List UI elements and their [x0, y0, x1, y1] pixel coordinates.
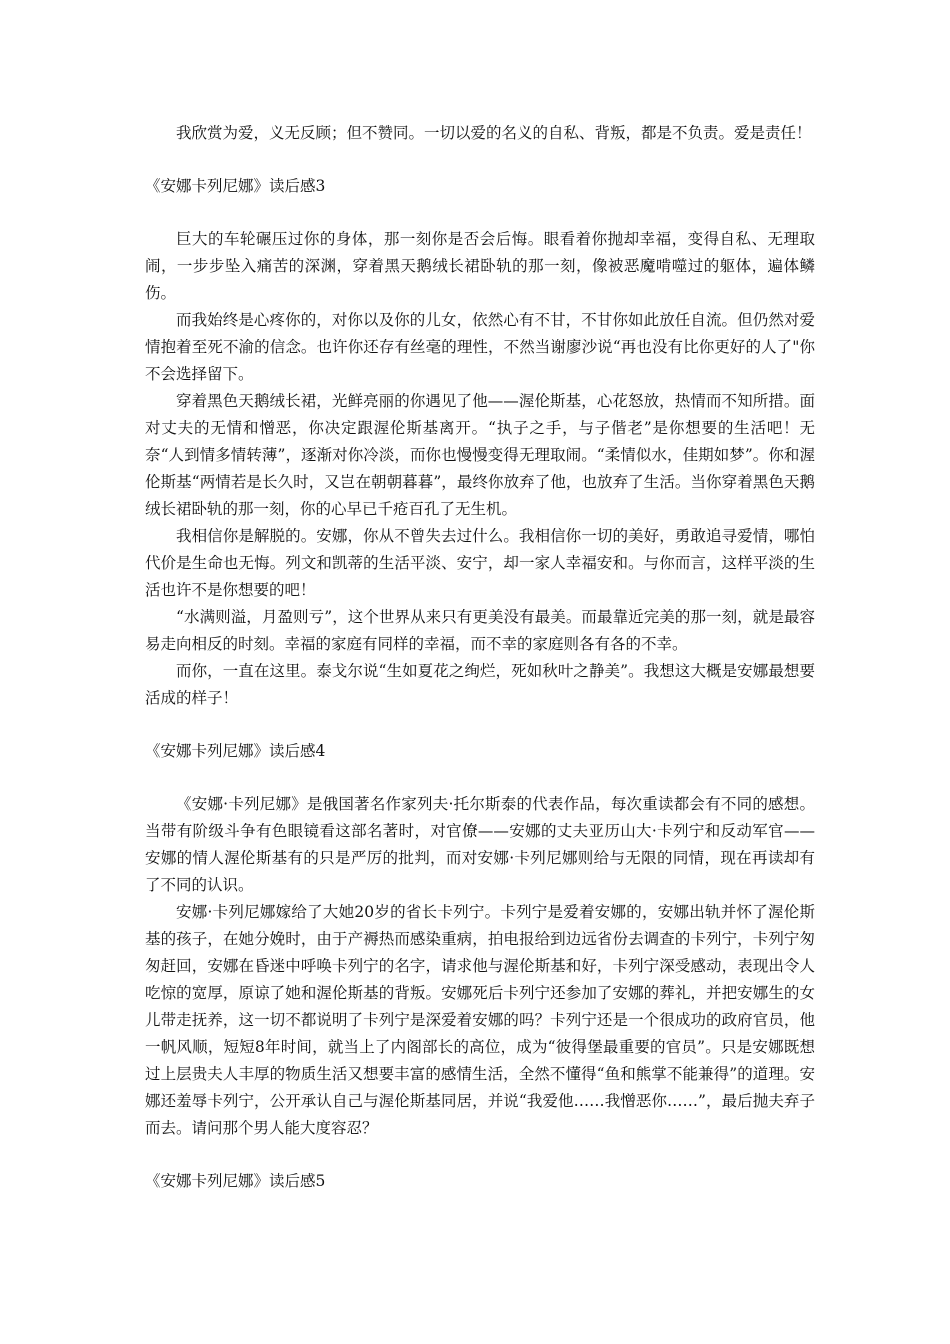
paragraph: 而我始终是心疼你的，对你以及你的儿女，依然心有不甘，不甘你如此放任自流。但仍然对爱情抱着至死不渝的信念。也许你还存有丝毫的理性，不然当谢廖沙说“再也没有比你更好的人了"你不会选择留下。: [145, 311, 815, 383]
section-heading: 《安娜卡列尼娜》读后感4: [145, 742, 326, 760]
paragraph: 安娜·卡列尼娜嫁给了大她20岁的省长卡列宁。卡列宁是爱着安娜的，安娜出轨并怀了渥伦斯基的孩子，在她分娩时，由于产褥热而感染重病，拍电报给到边远省份去调查的卡列宁，卡列宁匆匆赶回，安娜在昏迷中呼唤卡列宁的名字，请求他与渥伦斯基和好，卡列宁深受感动，表现出令人吃惊的宽厚，原谅了她和渥伦斯基的背叛。安娜死后卡列宁还参加了安娜的葬礼，并把安娜生的女儿带走抚养，这一切不都说明了卡列宁是深爱着安娜的吗？卡列宁还是一个很成功的政府官员，他一帆风顺，短短8年时间，就当上了内阁部长的高位，成为“彼得堡最重要的官员”。只是安娜既想过上层贵夫人丰厚的物质生活又想要丰富的感情生活，全然不懂得“鱼和熊掌不能兼得”的道理。安娜还羞辱卡列宁，公开承认自己与渥伦斯基同居，并说“我爱他……我憎恶你……”，最后抛夫弃子而去。请问那个男人能大度容忍？: [145, 903, 815, 1137]
section-heading: 《安娜卡列尼娜》读后感5: [145, 1172, 326, 1190]
paragraph: 穿着黑色天鹅绒长裙，光鲜亮丽的你遇见了他——渥伦斯基，心花怒放，热情而不知所措。面对丈夫的无情和憎恶，你决定跟渥伦斯基离开。“执子之手，与子偕老”是你想要的生活吧！无奈“人到情多情转薄”，逐渐对你冷淡，而你也慢慢变得无理取闹。“柔情似水，佳期如梦”。你和渥伦斯基“两情若是长久时，又岂在朝朝暮暮”，最终你放弃了他，也放弃了生活。当你穿着黑色天鹅绒长裙卧轨的那一刻，你的心早已千疮百孔了无生机。: [145, 392, 815, 518]
section-heading: 《安娜卡列尼娜》读后感3: [145, 177, 326, 195]
document-page: [145, 120, 815, 1195]
paragraph: 《安娜·卡列尼娜》是俄国著名作家列夫·托尔斯泰的代表作品，每次重读都会有不同的感想。当带有阶级斗争有色眼镜看这部名著时，对官僚——安娜的丈夫亚历山大·卡列宁和反动军官——安娜的情人渥伦斯基有的只是严厉的批判，而对安娜·卡列尼娜则给与无限的同情，现在再读却有了不同的认识。: [145, 795, 815, 894]
paragraph: 我相信你是解脱的。安娜，你从不曾失去过什么。我相信你一切的美好，勇敢追寻爱情，哪怕代价是生命也无悔。列文和凯蒂的生活平淡、安宁，却一家人幸福安和。与你而言，这样平淡的生活也许不是你想要的吧！: [145, 527, 815, 599]
paragraph: 我欣赏为爱，义无反顾；但不赞同。一切以爱的名义的自私、背叛，都是不负责。爱是责任！: [176, 124, 812, 142]
paragraph: 巨大的车轮碾压过你的身体，那一刻你是否会后悔。眼看着你抛却幸福，变得自私、无理取闹，一步步坠入痛苦的深渊，穿着黑天鹅绒长裙卧轨的那一刻，像被恶魔啃噬过的躯体，遍体鳞伤。: [145, 230, 815, 302]
paragraph: “水满则溢，月盈则亏”，这个世界从来只有更美没有最美。而最靠近完美的那一刻，就是最容易走向相反的时刻。幸福的家庭有同样的幸福，而不幸的家庭则各有各的不幸。: [145, 608, 815, 653]
paragraph: 而你，一直在这里。泰戈尔说“生如夏花之绚烂，死如秋叶之静美”。我想这大概是安娜最想要活成的样子！: [145, 662, 815, 707]
